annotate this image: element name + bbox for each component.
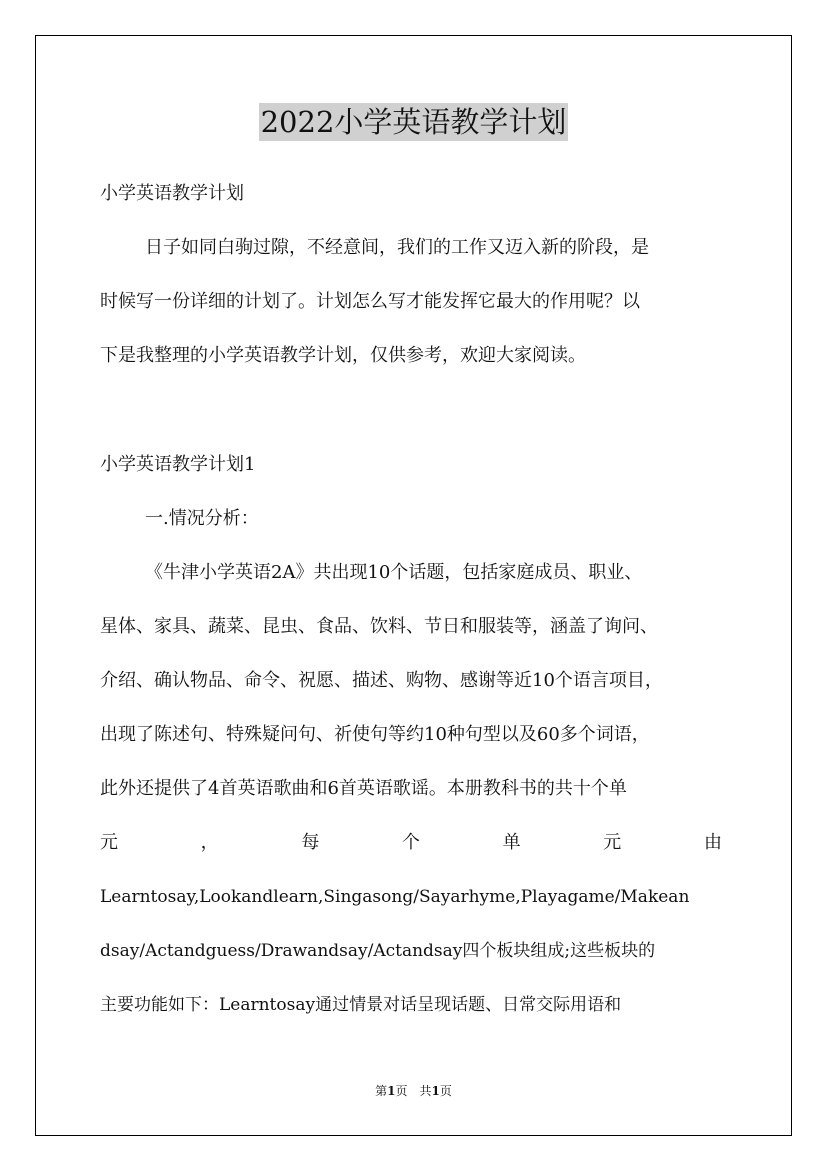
body-line-5: 此外还提供了4首英语歌曲和6首英语歌谣。本册教科书的共十个单 (100, 778, 627, 799)
body-line-1: 《牛津小学英语2A》共出现10个话题，包括家庭成员、职业、 (145, 562, 643, 583)
body-line-4: 出现了陈述句、特殊疑问句、祈使句等约10种句型以及60多个词语， (100, 724, 650, 745)
spread-char: ， (200, 832, 219, 853)
section-heading: 小学英语教学计划1 (100, 454, 256, 475)
spread-char: 元 (100, 832, 118, 853)
spread-char: 个 (401, 832, 420, 853)
footer-suffix: 页 (439, 1084, 452, 1098)
title-container (0, 103, 827, 141)
spread-char: 由 (703, 832, 722, 853)
footer-page-total: 1 (431, 1084, 440, 1098)
document-subtitle: 小学英语教学计划 (100, 183, 244, 204)
spread-char: 单 (502, 832, 521, 853)
spread-line (100, 831, 722, 855)
footer-page-number: 1 (387, 1084, 396, 1098)
body-line-6: Learntosay,Lookandlearn,Singasong/Sayarhyme,Playagame/Makean (100, 887, 690, 907)
body-line-7: dsay/Actandguess/Drawandsay/Actandsay四个板块组成;这些板块的 (100, 941, 656, 961)
spread-char: 每 (301, 832, 320, 853)
body-line-2: 星体、家具、蔬菜、昆虫、食品、饮料、节日和服装等，涵盖了询问、 (100, 616, 658, 637)
page-footer (0, 1083, 827, 1099)
document-title: 2022小学英语教学计划 (260, 105, 567, 139)
subheading: 一.情况分析： (145, 508, 259, 529)
footer-mid: 页 共 (395, 1084, 432, 1098)
intro-line-1: 日子如同白驹过隙，不经意间，我们的工作又迈入新的阶段，是 (145, 237, 649, 258)
intro-line-3: 下是我整理的小学英语教学计划，仅供参考，欢迎大家阅读。 (100, 345, 586, 366)
footer-prefix: 第 (375, 1084, 388, 1098)
body-line-3: 介绍、确认物品、命令、祝愿、描述、购物、感谢等近10个语言项目， (100, 670, 663, 691)
spread-char: 元 (603, 832, 622, 853)
body-line-8: 主要功能如下：Learntosay通过情景对话呈现话题、日常交际用语和 (100, 995, 622, 1015)
intro-line-2: 时候写一份详细的计划了。计划怎么写才能发挥它最大的作用呢？以 (100, 291, 640, 312)
